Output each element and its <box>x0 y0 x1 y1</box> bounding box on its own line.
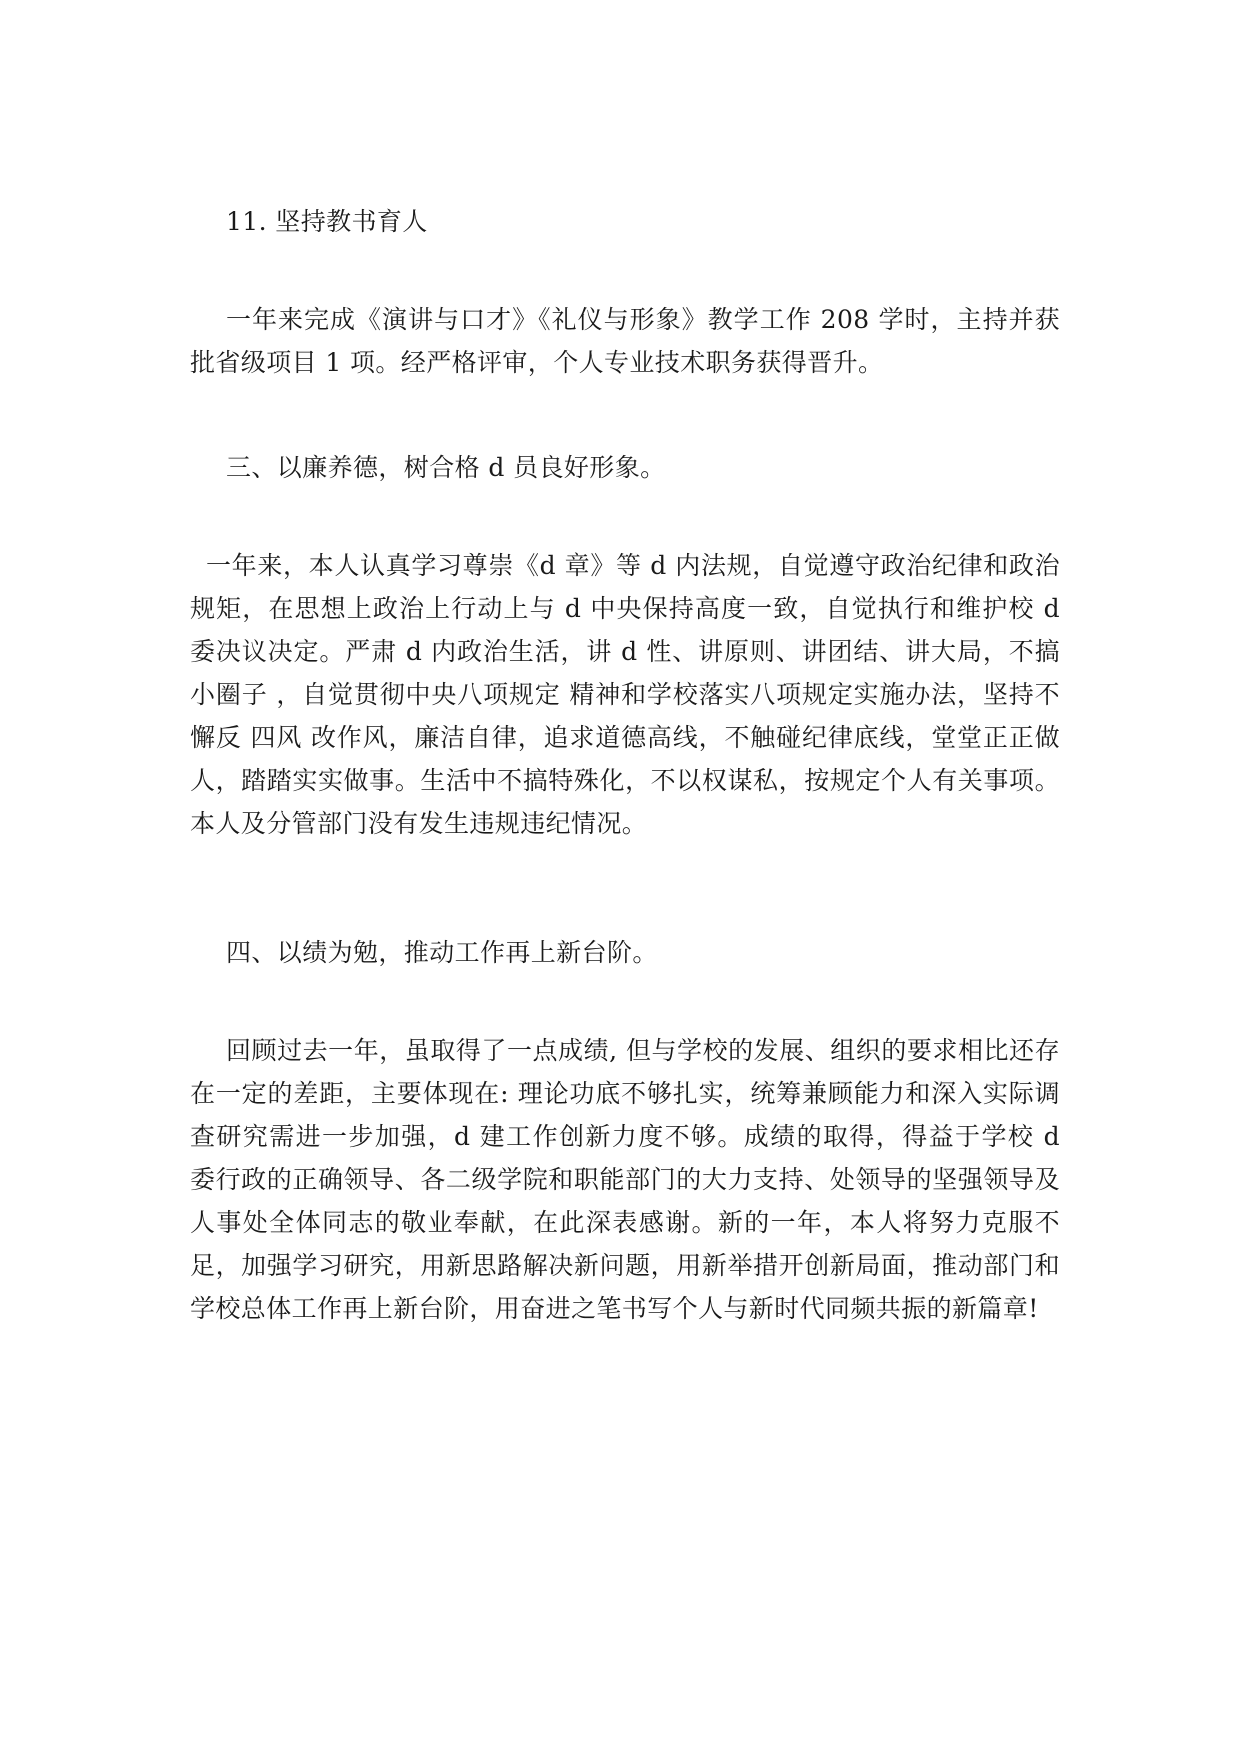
section-heading-integrity: 三、以廉养德，树合格 d 员良好形象。 <box>226 453 666 482</box>
section-heading-achievement: 四、以绩为勉，推动工作再上新台阶。 <box>226 938 658 967</box>
paragraph-teaching-work: 一年来完成《演讲与口才》《礼仪与形象》教学工作 208 学时，主持并获批省级项目 1 项。经严格评审，个人专业技术职务获得晋升。 <box>190 305 1060 377</box>
section-heading-teaching: 11. 坚持教书育人 <box>226 207 428 236</box>
paragraph-review: 回顾过去一年，虽取得了一点成绩, 但与学校的发展、组织的要求相比还存在一定的差距，主要体现在: 理论功底不够扎实，统筹兼顾能力和深入实际调查研究需进一步加强，d 建工作创新力度不够。成绩的取得，得益于学校 d 委行政的正确领导、各二级学院和职能部门的大力支持、处领导的坚强领导及人事处全体同志的敬业奉献，在此深表感谢。新的一年，本人将努力克服不足，加强学习研究，用新思路解决新问题，用新举措开创新局面，推动部门和学校总体工作再上新台阶，用奋进之笔书写个人与新时代同频共振的新篇章! <box>190 1036 1060 1323</box>
paragraph-integrity: 一年来，本人认真学习尊崇《d 章》等 d 内法规，自觉遵守政治纪律和政治规矩，在思想上政治上行动上与 d 中央保持高度一致，自觉执行和维护校 d 委决议决定。严肃 d 内政治生活，讲 d 性、讲原则、讲团结、讲大局，不搞 小圈子 ，自觉贯彻中央八项规定 精神和学校落实八项规定实施办法，坚持不懈反 四风 改作风，廉洁自律，追求道德高线，不触碰纪律底线，堂堂正正做人，踏踏实实做事。生活中不搞特殊化，不以权谋私，按规定个人有关事项。本人及分管部门没有发生违规违纪情况。 <box>190 551 1060 838</box>
